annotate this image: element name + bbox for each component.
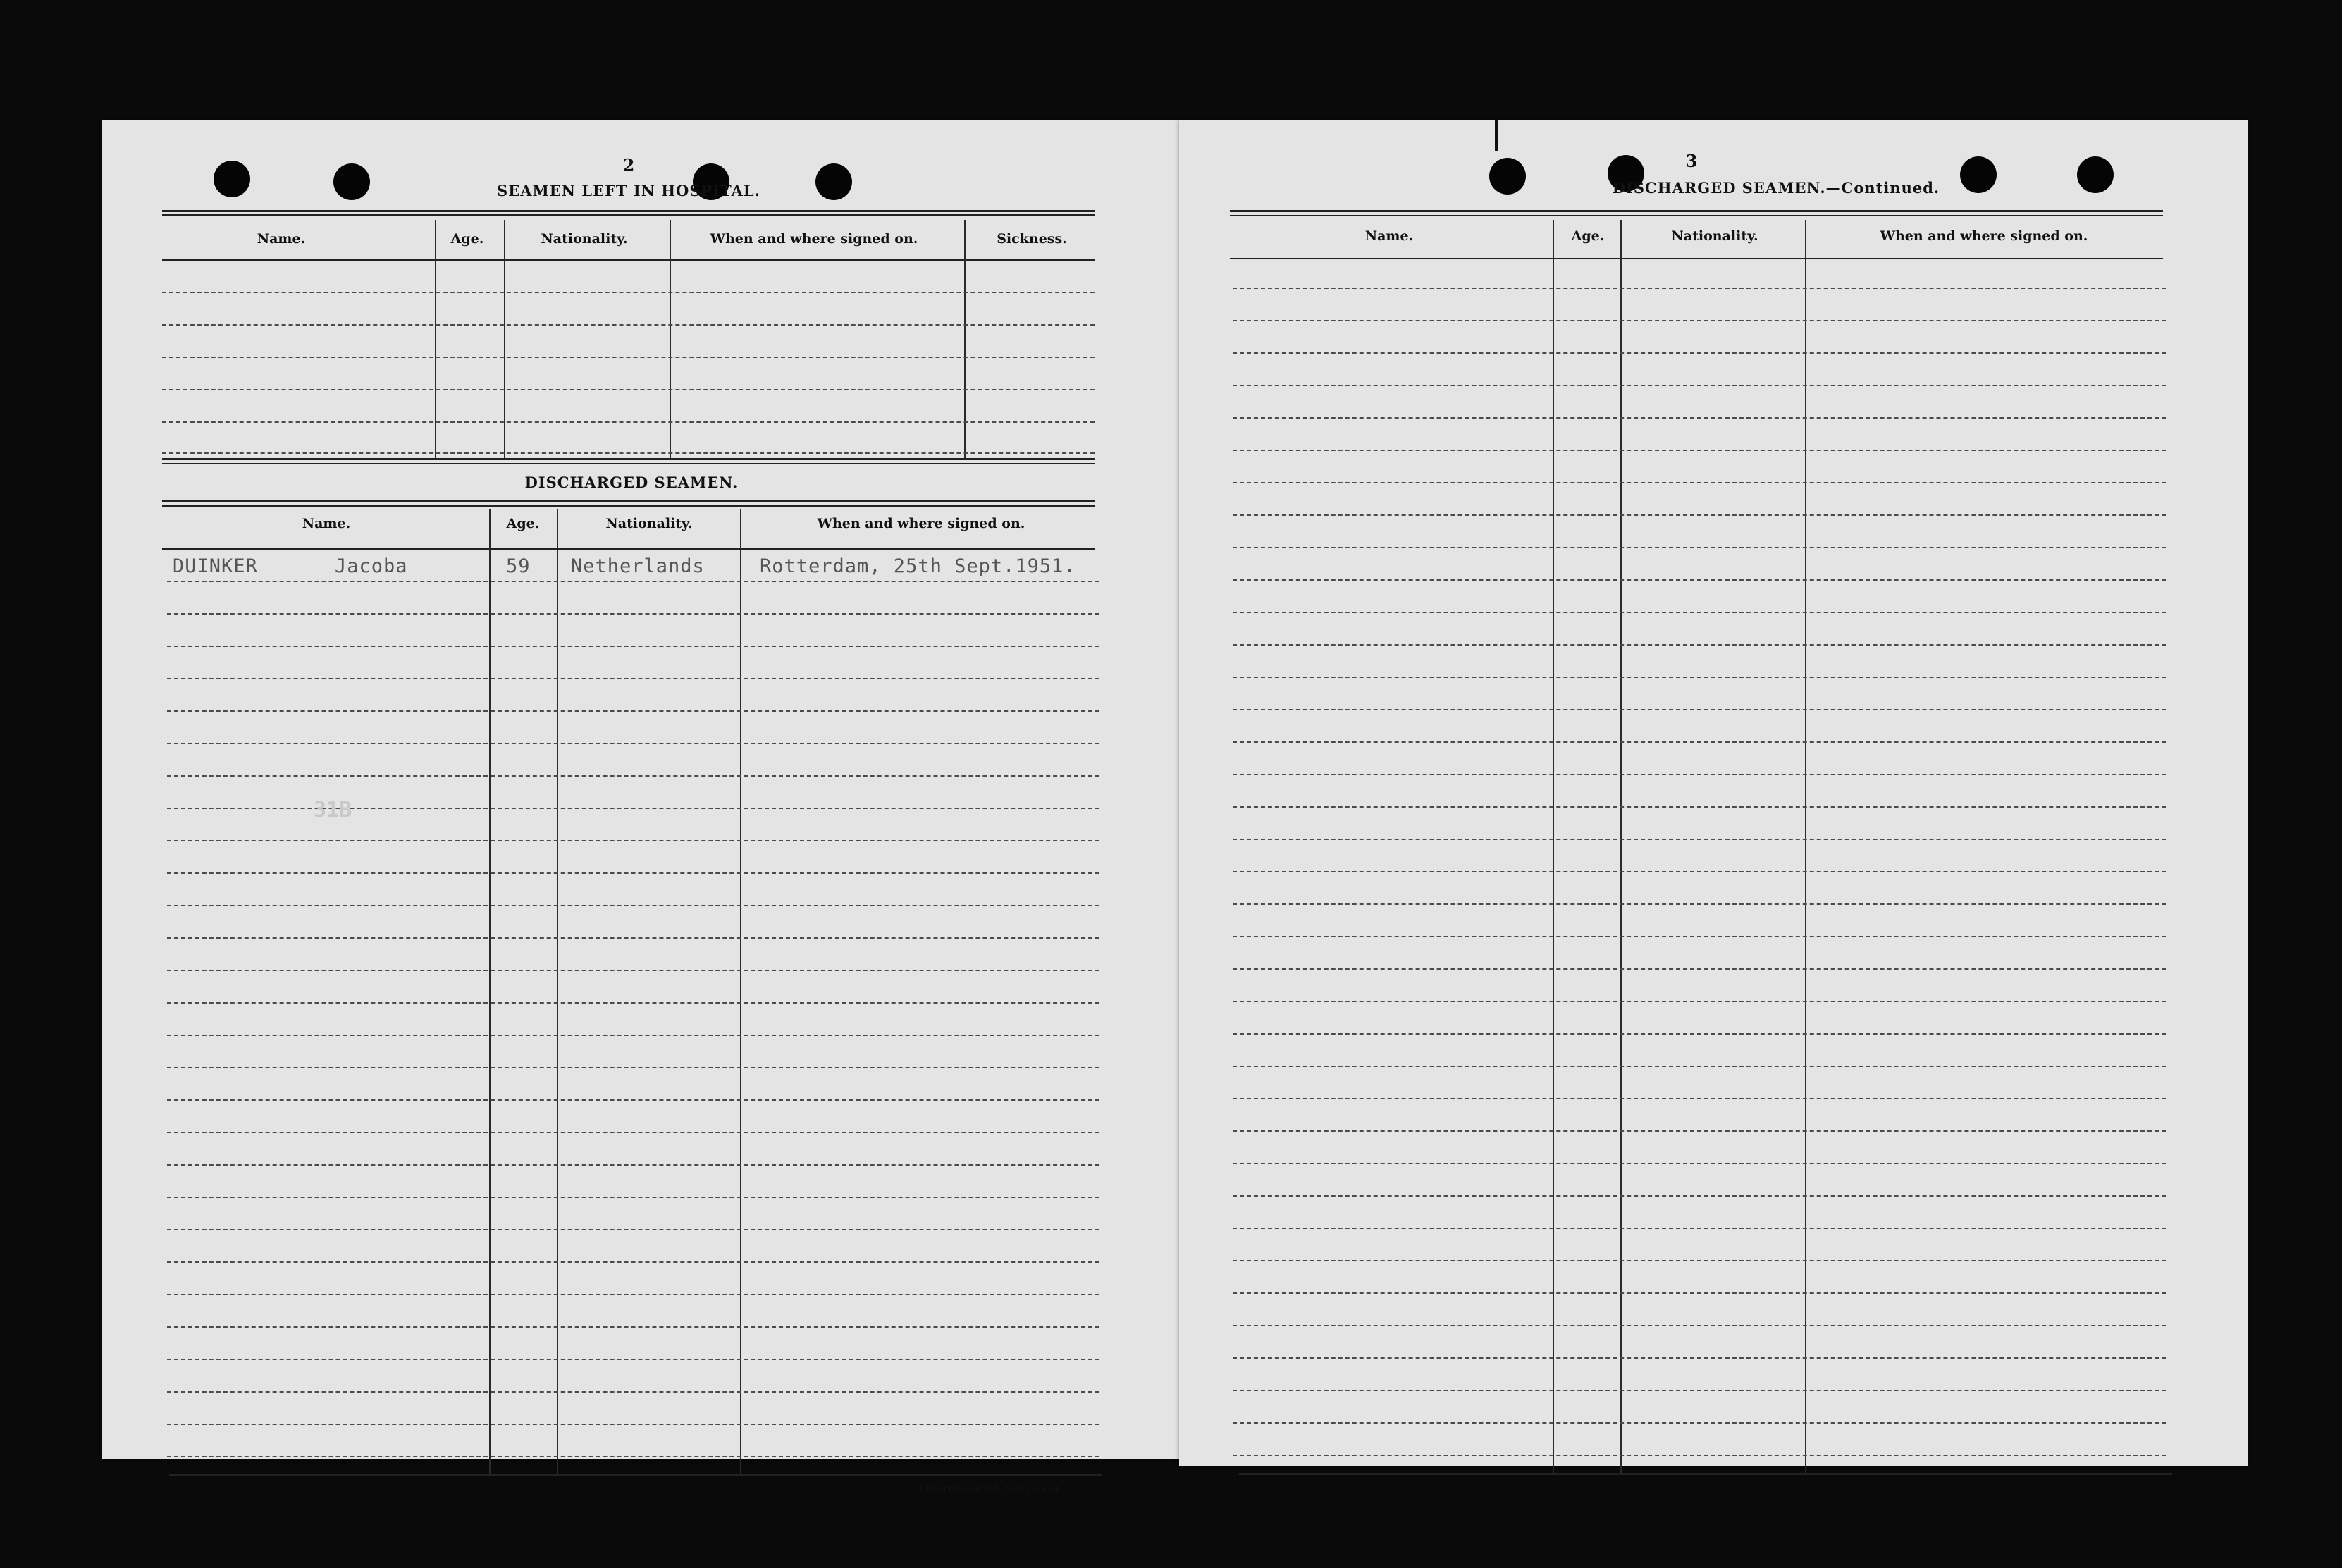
column-divider	[964, 220, 966, 459]
section-rule	[162, 458, 1095, 460]
ruled-line	[1233, 1195, 2166, 1197]
punch-hole	[333, 163, 370, 200]
column-divider	[489, 509, 491, 1474]
hospital-section-title: SEAMEN LEFT IN HOSPITAL.	[497, 182, 760, 199]
ruled-line	[167, 808, 1099, 809]
ruled-line	[162, 324, 1095, 326]
section-rule	[162, 463, 1095, 464]
ruled-line	[1233, 1163, 2166, 1164]
ruled-line	[167, 1294, 1099, 1295]
ruled-line	[167, 646, 1099, 647]
column-header-name: Name.	[1364, 228, 1414, 244]
section-rule	[162, 500, 1095, 502]
ruled-line	[167, 1035, 1099, 1036]
ruled-line	[167, 1229, 1099, 1230]
punch-hole	[2077, 156, 2114, 193]
column-header-signed-on: When and where signed on.	[817, 516, 1025, 531]
ruled-line	[167, 1359, 1099, 1360]
ruled-line	[1233, 514, 2166, 516]
ruled-line	[1233, 1357, 2166, 1359]
ruled-line	[167, 937, 1099, 939]
ruled-line	[1233, 1422, 2166, 1424]
column-divider	[504, 220, 505, 459]
ruled-line	[167, 1456, 1099, 1457]
column-divider	[1553, 220, 1554, 1474]
ruled-line	[167, 1164, 1099, 1166]
ruled-line	[1233, 903, 2166, 905]
seaman-given-name: Jacoba	[335, 555, 408, 577]
ruled-line	[1233, 774, 2166, 775]
section-rule	[162, 214, 1095, 216]
column-divider	[1805, 220, 1806, 1474]
ruled-line	[1233, 644, 2166, 646]
ruled-line	[162, 292, 1095, 293]
header-rule	[162, 548, 1095, 550]
ruled-line	[1233, 709, 2166, 710]
ruled-line	[1233, 936, 2166, 937]
right-page	[1179, 120, 2248, 1466]
seaman-signed-on: Rotterdam, 25th Sept.1951.	[760, 555, 1076, 577]
ruled-line	[1233, 1228, 2166, 1229]
ruled-line	[167, 1099, 1099, 1101]
seaman-nationality: Netherlands	[571, 555, 705, 577]
page-number: 2	[622, 155, 635, 175]
ruled-line	[167, 970, 1099, 971]
ruled-line	[167, 613, 1099, 615]
ruled-line	[1233, 547, 2166, 548]
column-header-sickness: Sickness.	[997, 231, 1067, 247]
ruled-line	[1233, 1001, 2166, 1002]
ruled-line	[1233, 1292, 2166, 1294]
section-rule	[1230, 215, 2163, 216]
ruled-line	[167, 710, 1099, 712]
ruled-line	[167, 1197, 1099, 1198]
seaman-surname: DUINKER	[173, 555, 258, 577]
ruled-line	[1233, 482, 2166, 483]
ruled-line	[1233, 320, 2166, 321]
ruled-line	[167, 872, 1099, 874]
column-header-nationality: Nationality.	[1671, 228, 1758, 244]
punch-hole	[1960, 156, 1997, 193]
ruled-line	[1233, 1066, 2166, 1067]
section-rule	[162, 210, 1095, 212]
ruled-line	[1233, 1033, 2166, 1035]
ruled-line	[1233, 1130, 2166, 1132]
ruled-line	[167, 775, 1099, 777]
ruled-line	[167, 1132, 1099, 1133]
column-header-signed-on: When and where signed on.	[710, 231, 918, 247]
column-divider	[740, 509, 741, 1474]
ruled-line	[167, 743, 1099, 744]
ruled-line	[1233, 839, 2166, 840]
header-rule	[162, 259, 1095, 261]
column-header-age: Age.	[506, 516, 540, 531]
section-rule	[162, 505, 1095, 507]
bleed-through-marking: 31B	[314, 798, 352, 822]
ruled-line	[162, 389, 1095, 390]
punch-hole	[815, 163, 852, 200]
discharged-continued-title: DISCHARGED SEAMEN.—Continued.	[1612, 179, 1940, 197]
column-divider	[670, 220, 671, 459]
ruled-line	[1233, 450, 2166, 451]
ruled-line	[167, 905, 1099, 906]
table-bottom-rule	[1239, 1473, 2172, 1475]
ruled-line	[1233, 677, 2166, 678]
ruled-line	[1233, 612, 2166, 613]
table-bottom-rule	[169, 1474, 1102, 1476]
column-header-nationality: Nationality.	[541, 231, 628, 247]
column-divider	[1620, 220, 1622, 1474]
ruled-line	[1233, 968, 2166, 970]
ruled-line	[1233, 871, 2166, 872]
discharged-section-title: DISCHARGED SEAMEN.	[524, 474, 739, 491]
page-number: 3	[1685, 151, 1698, 171]
column-header-name: Name.	[257, 231, 306, 247]
header-rule	[1230, 258, 2163, 259]
ruled-line	[167, 581, 1099, 582]
ruled-line	[167, 1391, 1099, 1393]
column-divider	[557, 509, 558, 1474]
column-header-age: Age.	[1571, 228, 1605, 244]
column-header-age: Age.	[450, 231, 484, 247]
ruled-line	[1233, 1260, 2166, 1261]
ruled-line	[1233, 417, 2166, 419]
ruled-line	[1233, 1390, 2166, 1391]
ruled-line	[162, 421, 1095, 423]
ruled-line	[167, 1261, 1099, 1263]
ruled-line	[1233, 1325, 2166, 1326]
ruled-line	[167, 1002, 1099, 1004]
punch-hole	[214, 161, 250, 197]
ruled-line	[162, 452, 1095, 454]
ruled-line	[1233, 806, 2166, 808]
ruled-line	[167, 678, 1099, 679]
left-page	[102, 120, 1179, 1493]
ruled-line	[167, 1067, 1099, 1068]
column-divider	[435, 220, 436, 459]
ruled-line	[167, 840, 1099, 841]
punch-hole	[1489, 158, 1526, 195]
ink-mark	[1495, 120, 1498, 151]
ruled-line	[1233, 1455, 2166, 1456]
ruled-line	[167, 1326, 1099, 1328]
ruled-line	[1233, 352, 2166, 354]
column-header-signed-on: When and where signed on.	[1880, 228, 2088, 244]
ruled-line	[1233, 385, 2166, 386]
ruled-line	[1233, 741, 2166, 743]
ruled-line	[1233, 288, 2166, 289]
ruled-line	[167, 1424, 1099, 1425]
ruled-line	[162, 357, 1095, 358]
seaman-age: 59	[506, 555, 531, 577]
column-header-nationality: Nationality.	[605, 516, 693, 531]
column-header-name: Name.	[302, 516, 351, 531]
ruled-line	[1233, 1098, 2166, 1099]
section-rule	[1230, 210, 2163, 212]
ruled-line	[1233, 579, 2166, 581]
continued-note: CONTINUED ON NEXT PAGE.	[920, 1484, 1066, 1493]
